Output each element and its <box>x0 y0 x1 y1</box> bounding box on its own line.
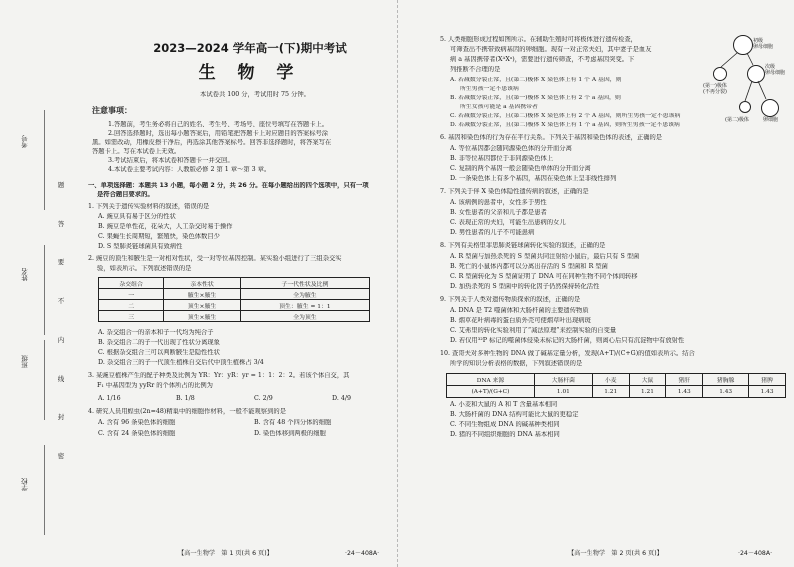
option-d: D. 染色体移到两极的细胞 <box>254 430 326 437</box>
seal-char: 要 <box>57 258 65 267</box>
option-b: B. 若减数分裂正常，且(第一)极体 X 染色体上有 2 个 a 基因，则 <box>450 95 621 101</box>
table-header: 猪脾 <box>749 374 786 386</box>
option-a: A. 豌豆具有易于区分的性状 <box>98 213 176 220</box>
table-cell: 腋生×腋生 <box>164 289 241 300</box>
option-c: C. 根据杂交组合三可以判断腋生是隐性性状 <box>98 349 220 356</box>
notice-item: 2.回答选择题时，选出每小题答案后，用铅笔把答题卡上对应题目的答案标号涂 <box>108 130 329 137</box>
table-cell: 全为顶生 <box>240 311 369 322</box>
school-line <box>44 445 45 535</box>
option-d: D. 4/9 <box>332 395 351 402</box>
option-b: B. 含有 48 个四分体的细胞 <box>254 419 332 426</box>
notice-item: 黑。如需改动，用橡皮擦干净后，再选涂其他答案标号。回答非选择题时，将答案写在 <box>92 139 332 146</box>
table-cell: 全为腋生 <box>240 289 369 300</box>
table-header-row <box>99 278 370 289</box>
seal-char: 答 <box>57 219 65 228</box>
option-c: C. 果蝇生长周期短，繁殖快，染色体数目少 <box>98 233 220 240</box>
table-row <box>99 300 370 311</box>
table-cell: 顶生×腋生 <box>164 300 241 311</box>
seal-char: 封 <box>57 413 65 422</box>
seal-line-notice <box>56 180 66 460</box>
question-stem: 2. 豌豆的顶生和腋生是一对相对性状，受一对等位基因控制。某实验小组进行了三组杂交实 <box>88 255 342 262</box>
question-stem: 6. 基因和染色体的行为存在平行关系。下列关于基因和染色体的表述，正确的是 <box>440 134 663 141</box>
table-header: 猪胸腺 <box>703 374 749 386</box>
option-b: B. 豌豆是单性花，花朵大，人工杂交时易于操作 <box>98 223 233 230</box>
option-d: D. 猪的不同组织细胞的 DNA 基本相同 <box>450 431 560 438</box>
diagram-label: 卵母细胞 <box>753 44 774 50</box>
school-label: 学校 <box>21 478 29 491</box>
question-stem-cont: 所学的知识分析表格的数据，下列叙述错误的是 <box>450 360 583 367</box>
table-cell: 1.21 <box>629 386 666 398</box>
table-cell: 三 <box>99 311 164 322</box>
notice-item: 3.考试结束后，将本试卷和答题卡一并交回。 <box>108 157 234 164</box>
option-b: B. 烟草花叶病毒的蛋白质外壳可使烟草叶出现病斑 <box>450 317 591 324</box>
table-cell: 1.43 <box>666 386 703 398</box>
table-header: DNA 来源 <box>447 374 535 386</box>
option-a: A. DNA 是 T2 噬菌体和大肠杆菌的主要遗传物质 <box>450 307 589 314</box>
diagram-label: 初级 <box>753 38 764 44</box>
question-stem: 1. 下列关于遗传实验材料的叙述，错误的是 <box>88 203 210 210</box>
option-d: D. 男性患者的儿子不可能患病 <box>450 229 535 236</box>
table-header: 大鼠 <box>629 374 666 386</box>
option-d: D. 杂交组合三的子一代顶生植株自交后代中顶生植株占 3/4 <box>98 359 264 366</box>
seal-char: 密 <box>57 451 65 460</box>
table-row <box>447 386 786 398</box>
diagram-label: (第二)极体 <box>725 117 749 123</box>
page-code: ·24－408A· <box>738 550 773 557</box>
page-code: ·24－408A· <box>345 550 380 557</box>
table-cell: 1.43 <box>703 386 749 398</box>
option-c: C. 复制的两个基因一般会随染色单体的分开而分离 <box>450 165 591 172</box>
seal-char: 题 <box>57 181 65 189</box>
option-d: D. 若仅用³²P 标记的噬菌体侵染未标记的大肠杆菌，则离心后只有沉淀物中有放射性 <box>450 337 685 344</box>
option-a: A. 等位基因都会随同源染色体的分开而分离 <box>450 145 572 152</box>
diagram-label: 卵细胞 <box>763 117 779 123</box>
option-c: C. 艾弗里的转化实验利用了“减法原理”来控制实验的自变量 <box>450 327 617 334</box>
option-d: D. 加热杀死的 S 型菌中的转化因子仍然保持转化活性 <box>450 283 600 290</box>
binding-strip <box>0 0 66 567</box>
question-stem-cont: 可筛查出不携带致病基因的卵细胞。现有一对正常夫妇，其中妻子是血友 <box>450 46 652 53</box>
page-footer: 【高一生物学 第 2 页(共 6 页)】 <box>568 550 663 557</box>
table-header: 子一代性状及比例 <box>240 278 369 289</box>
question-stem-cont: 验，如表所示。下列叙述错误的是 <box>97 265 192 272</box>
table-cell: 二 <box>99 300 164 311</box>
option-c: C. 若减数分裂正常，且(第二)极体 X 染色体上有 2 个 A 基因，则所生男孩一定不患该病 <box>450 113 681 119</box>
option-b-cont: 所生女孩可能是 a 基因携带者 <box>460 104 538 110</box>
option-b: B. 死亡的小鼠体内都可以分离出存活的 S 型菌和 R 型菌 <box>450 263 608 270</box>
table-cell: (A+T)/(G+C) <box>447 386 535 398</box>
option-a-cont: 所生男孩一定不患该病 <box>460 86 519 92</box>
question-stem: 9. 下列关于人类对遗传物质探索的叙述，正确的是 <box>440 296 581 303</box>
option-a: A. R 型菌与加热杀死的 S 型菌共同注射给小鼠后，最后只有 S 型菌 <box>450 253 640 260</box>
question-stem-cont: F₁ 中基因型为 yyRr 的个体所占的比例为 <box>97 382 213 389</box>
question-stem: 10. 查哥夫对多种生物的 DNA 做了碱基定量分析，发现(A+T)/(C+G)的值如表所示。结合 <box>440 350 695 357</box>
name-line <box>44 245 45 335</box>
section-heading: 一、单项选择题：本题共 13 小题，每小题 2 分，共 26 分。在每小题给出的四个选项中，只有一项 <box>88 182 369 189</box>
class-label: 班级 <box>21 355 29 368</box>
table-header: 大肠杆菌 <box>534 374 592 386</box>
table-cell: 顶生×腋生 <box>164 311 241 322</box>
diagram-label: (第一)极体 <box>703 83 727 89</box>
table-header-row <box>447 374 786 386</box>
seal-char: 线 <box>57 374 65 383</box>
question-stem: 3. 某豌豆植株产生的配子种类及比例为 YR：Yr：yR：yr = 1：1：2：2。若该个体自交，其 <box>88 372 350 379</box>
option-b: B. 大肠杆菌的 DNA 结构可能比大鼠的更稳定 <box>450 411 579 418</box>
diagram-label: 卵母细胞 <box>765 70 786 76</box>
table-cell: 1.21 <box>592 386 629 398</box>
option-d: D. 若减数分裂正常，且(第二)极体 X 染色体上有 1 个 a 基因，则所生男孩一定不患该病 <box>450 122 680 128</box>
option-a: A. 该病例的患者中，女性多于男性 <box>450 199 547 206</box>
option-d: D. S 型肺炎链球菌具有致病性 <box>98 243 183 250</box>
table-cell: 顶生：腋生 = 1：1 <box>240 300 369 311</box>
section-heading-cont: 是符合题目要求的。 <box>97 191 154 198</box>
diagram-label: (不再分裂) <box>703 89 727 95</box>
name-label: 姓名 <box>21 268 29 281</box>
option-c: C. 不同生物组成 DNA 的碱基种类相同 <box>450 421 560 428</box>
question-stem-cont: 病 a 基因携带者(XᴬXᵃ)，需要进行遗传筛查，不考虑基因突变。下 <box>450 56 635 63</box>
table-header: 亲本性状 <box>164 278 241 289</box>
notice-heading: 注意事项： <box>92 106 132 115</box>
table-header: 小麦 <box>592 374 629 386</box>
option-a: A. 小麦和大鼠的 A 和 T 含量基本相同 <box>450 401 558 408</box>
question-stem: 5. 人类细胞形成过程如图所示。在辅助生殖时可将极体进行遗传检查， <box>440 36 637 43</box>
notice-item: 4.本试卷主要考试内容：人教版必修 2 第 1 章～第 3 章。 <box>108 166 271 173</box>
option-b: B. 女性患者的父亲和儿子都是患者 <box>450 209 547 216</box>
option-b: B. 1/8 <box>176 395 195 402</box>
question-stem-cont: 列推断不合理的是 <box>450 66 501 73</box>
subject-title: 生 物 学 <box>198 63 302 83</box>
option-a: A. 含有 96 条染色体的细胞 <box>98 419 176 426</box>
option-b: B. 非等位基因都位于非同源染色体上 <box>450 155 554 162</box>
exam-meta: 本试卷共 100 分，考试用时 75 分钟。 <box>200 91 310 98</box>
exam-no-label: 考号 <box>21 135 29 148</box>
option-a: A. 杂交组合一的亲本和子一代均为纯合子 <box>98 329 214 336</box>
option-c: C. 2/9 <box>254 395 273 402</box>
option-a: A. 若减数分裂正常，且(第二)极体 X 染色体上有 1 个 A 基因，则 <box>450 77 622 83</box>
exam-no-line <box>44 110 45 210</box>
table-cell: 一 <box>99 289 164 300</box>
notice-item: 答题卡上。写在本试卷上无效。 <box>92 148 181 155</box>
table-header: 杂交组合 <box>99 278 164 289</box>
option-c: C. 表现正常的夫妇，可能生出患病的女儿 <box>450 219 566 226</box>
table-row <box>99 289 370 300</box>
option-b: B. 杂交组合二的子一代出现了性状分离现象 <box>98 339 220 346</box>
seal-char: 内 <box>57 335 65 344</box>
option-a: A. 1/16 <box>98 395 121 402</box>
option-c: C. 含有 24 条染色体的细胞 <box>98 430 176 437</box>
table-row <box>99 311 370 322</box>
exam-title: 2023—2024 学年高一(下)期中考试 <box>153 41 347 55</box>
option-d: D. 一条染色体上有多个基因，基因在染色体上呈非线性排列 <box>450 175 617 182</box>
table-cell: 1.01 <box>534 386 592 398</box>
page-footer: 【高一生物学 第 1 页(共 6 页)】 <box>178 550 273 557</box>
diagram-label: 次级 <box>765 64 776 70</box>
question-stem: 7. 下列关于伴 X 染色体隐性遗传病的叙述，正确的是 <box>440 188 589 195</box>
notice-item: 1.答题前，考生务必将自己的姓名、考生号、考场号、座位号填写在答题卡上。 <box>108 121 329 128</box>
seal-char: 不 <box>57 297 65 306</box>
table-header: 猪肝 <box>666 374 703 386</box>
cross-table <box>98 277 370 322</box>
right-page <box>397 0 794 567</box>
class-line <box>44 340 45 420</box>
table-cell: 1.43 <box>749 386 786 398</box>
dna-ratio-table <box>446 373 786 398</box>
question-stem: 4. 研究人员用蝗虫(2n=48)精巢中的细胞作材料，一般不能观察到的是 <box>88 408 286 415</box>
question-stem: 8. 下列有关格里菲思肺炎链球菌转化实验的叙述，正确的是 <box>440 242 606 249</box>
option-c: C. R 型菌转化为 S 型菌证明了 DNA 可在同种生物不同个体间转移 <box>450 273 638 280</box>
